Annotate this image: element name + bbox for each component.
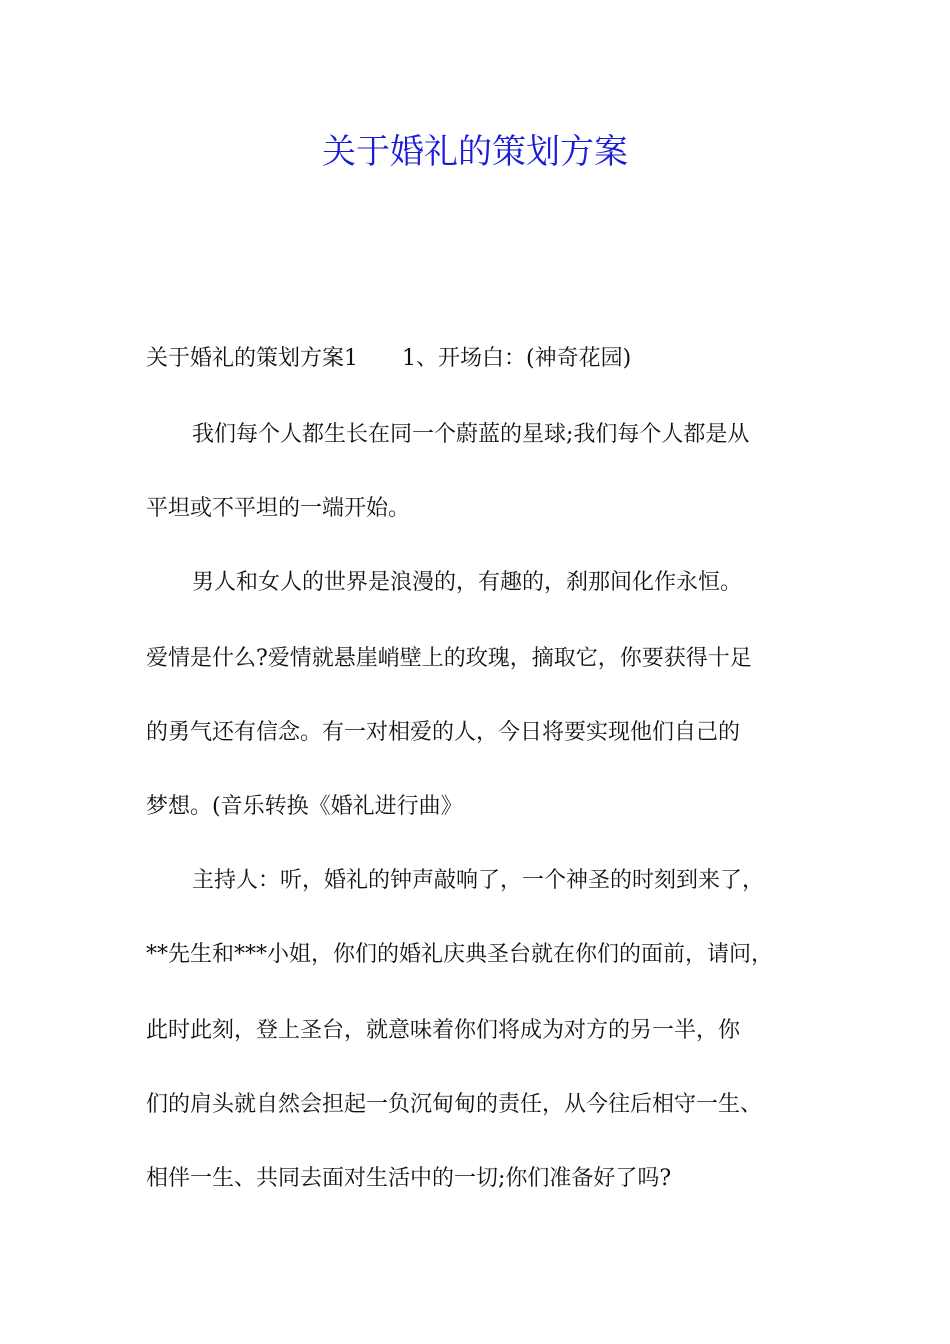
- paragraph-line: **先生和***小姐，你们的婚礼庆典圣台就在你们的面前，请问，: [146, 942, 774, 967]
- paragraph-line: 主持人：听，婚礼的钟声敲响了，一个神圣的时刻到来了，: [192, 868, 765, 893]
- paragraph-line: 相伴一生、共同去面对生活中的一切;你们准备好了吗?: [146, 1166, 672, 1191]
- paragraph-line: 梦想。(音乐转换《婚礼进行曲》: [146, 794, 463, 819]
- document-title: 关于婚礼的策划方案: [322, 132, 628, 172]
- section-heading-label: 关于婚礼的策划方案1: [146, 346, 358, 371]
- paragraph-line: 此时此刻，登上圣台，就意味着你们将成为对方的另一半，你: [146, 1018, 741, 1043]
- paragraph-line: 的勇气还有信念。有一对相爱的人，今日将要实现他们自己的: [146, 720, 741, 745]
- section-heading: [146, 344, 826, 374]
- section-heading-subtitle: 1、开场白：(神奇花园): [402, 346, 632, 371]
- paragraph-line: 们的肩头就自然会担起一负沉甸甸的责任，从今往后相守一生、: [146, 1092, 763, 1117]
- paragraph-line: 男人和女人的世界是浪漫的，有趣的，刹那间化作永恒。: [192, 570, 743, 595]
- paragraph-line: 爱情是什么?爱情就悬崖峭壁上的玫瑰，摘取它，你要获得十足: [146, 646, 752, 671]
- paragraph-line: 平坦或不平坦的一端开始。: [146, 496, 411, 521]
- paragraph-line: 我们每个人都生长在同一个蔚蓝的星球;我们每个人都是从: [192, 422, 750, 447]
